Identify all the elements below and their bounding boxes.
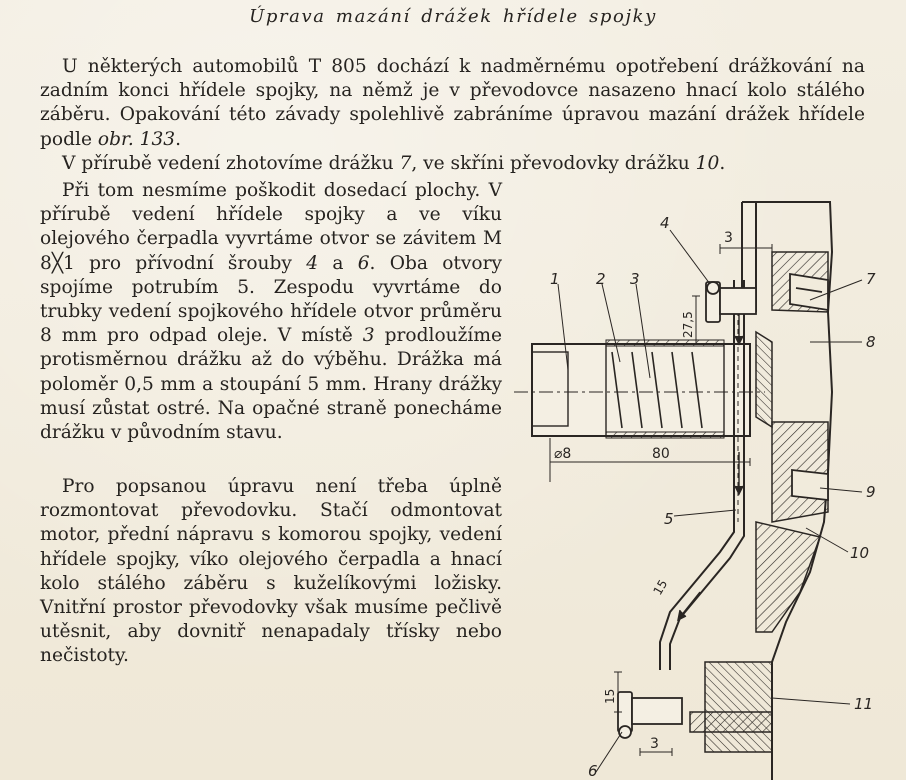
label-8: 8 (866, 333, 876, 351)
dimension-diameter-8: ⌀8 (554, 446, 572, 462)
paragraph-grooves-c: . (719, 153, 726, 174)
paragraph-procedure-mid: a (318, 252, 358, 274)
label-3: 3 (630, 270, 640, 288)
figure-reference: obr. 133 (97, 128, 176, 150)
paragraph-procedure (40, 179, 502, 445)
hatched-sections (690, 252, 828, 752)
screw-4 (706, 282, 756, 322)
paragraph-procedure-a: Při tom nesmíme poškodit dosedací plochy. V přírubě vedení hřídele spojky a ve víku olejového čerpadla vyvrtáme otvor se závitem M 8╳1 pro přívodní šrouby (40, 180, 502, 274)
paragraph-intro-text: U některých automobilů T 805 dochází k nadměrnému opotřebení drážkování na zadním konci hřídele spojky, na němž je v převodovce nasazeno hnací kolo stálého záběru. Opakování této závady spolehlivě zabráníme úpravou mazání drážek hřídele podle (40, 56, 865, 150)
paragraph-disassembly (40, 475, 502, 669)
label-10: 10 (850, 544, 870, 562)
paragraph-grooves (40, 152, 865, 176)
label-7: 7 (866, 270, 876, 288)
ref-place-3: 3 (362, 325, 375, 347)
paragraph-intro (40, 55, 865, 152)
technical-drawing (510, 192, 906, 780)
dimension-27-5: 27,5 (681, 311, 695, 338)
screw-6 (618, 692, 682, 738)
dimension-15-vertical: 15 (603, 688, 617, 704)
label-2: 2 (596, 270, 606, 288)
paragraph-procedure-c: prodloužíme protisměrnou drážku až do výběhu. Drážka má poloměr 0,5 mm a stoupání 5 mm. Hrany drážky musí zůstat ostré. Na opačné straně ponecháme drážku v původním stavu. (40, 325, 502, 444)
label-9: 9 (866, 483, 876, 501)
dimension-3-bottom: 3 (650, 736, 659, 752)
dimension-15-pipe: 15 (650, 577, 671, 598)
dimension-80: 80 (652, 446, 670, 462)
label-6: 6 (588, 762, 598, 780)
ref-screw-6: 6 (357, 252, 370, 274)
paragraph-grooves-b: , ve skříni převodovky drážku (411, 153, 696, 174)
paragraph-intro-end: . (175, 128, 182, 150)
ref-screw-4: 4 (306, 252, 319, 274)
shaft (514, 340, 765, 438)
label-4: 4 (660, 214, 670, 232)
label-11: 11 (854, 695, 874, 713)
paragraph-procedure-b: . Oba otvory spojíme potrubím 5. Zespodu vyvrtáme do trubky vedení spojkového hřídele otvor průměru 8 mm pro odpad oleje. V místě (40, 252, 502, 347)
dimension-3-top: 3 (724, 230, 733, 246)
paragraph-disassembly-text: Pro popsanou úpravu není třeba úplně rozmontovat převodovku. Stačí odmontovat motor, přední nápravu s komorou spojky, vedení hřídele spojky, víko olejového čerpadla a hnací kolo stálého záběru s kuželíkovými ložisky. Vnitřní prostor převodovky však musíme pečlivě utěsnit, aby dovnitř nenapadaly třísky nebo nečistoty. (40, 476, 502, 667)
oil-pipe (660, 280, 744, 670)
paragraph-grooves-a: V přírubě vedení zhotovíme drážku (62, 153, 400, 174)
bearing-bottom (792, 470, 828, 500)
label-1: 1 (550, 270, 560, 288)
ref-groove-7: 7 (399, 153, 412, 174)
bearing-top (790, 274, 828, 310)
label-5: 5 (664, 510, 674, 528)
section-heading: Úprava mazání drážek hřídele spojky (249, 6, 657, 27)
ref-groove-10: 10 (695, 153, 720, 174)
